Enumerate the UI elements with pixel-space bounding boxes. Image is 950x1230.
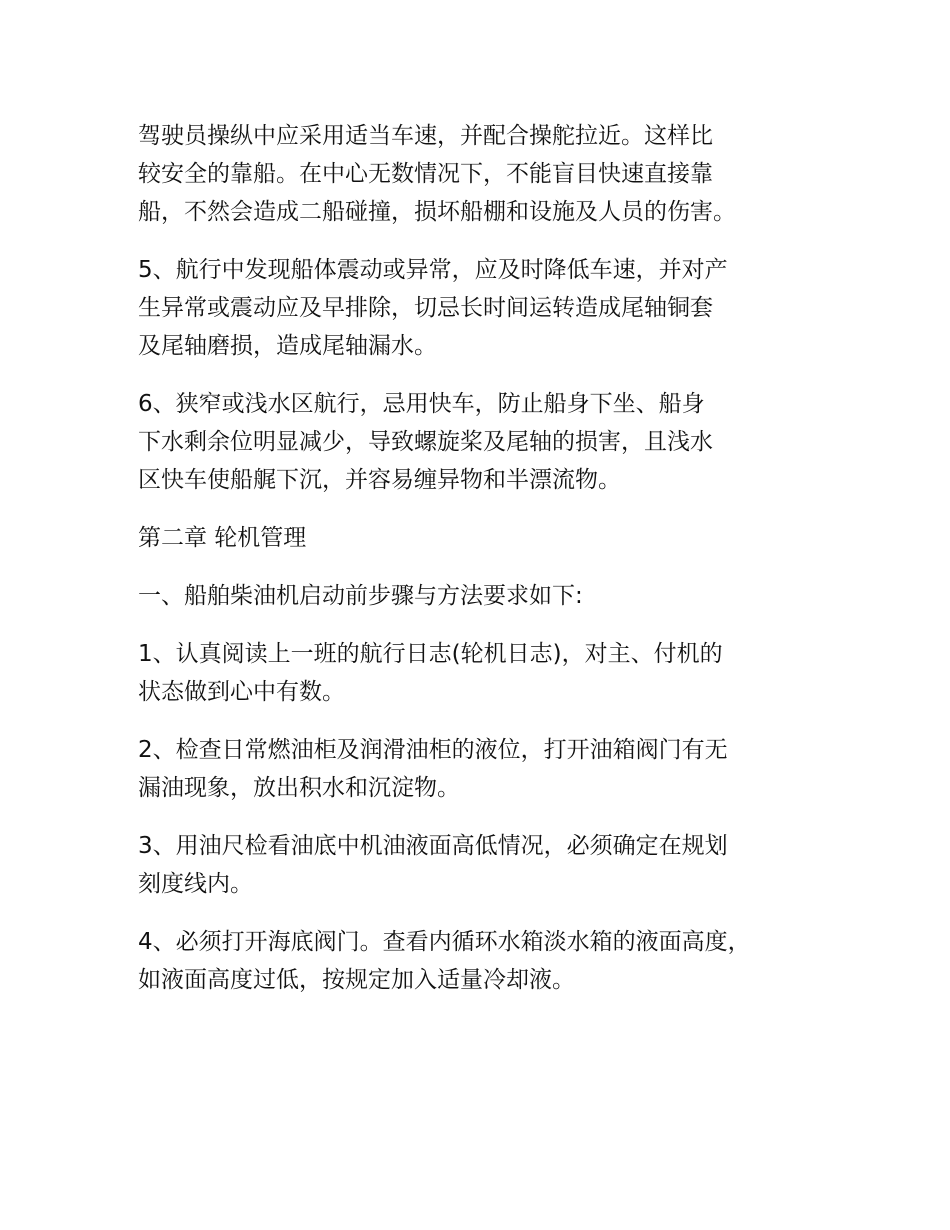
document-body [138, 117, 838, 999]
list-item-1 [138, 635, 838, 711]
text-line: 驾驶员操纵中应采用适当车速，并配合操舵拉近。这样比 [138, 123, 713, 149]
list-item-2 [138, 731, 838, 807]
text-line: 4、必须打开海底阀门。查看内循环水箱淡水箱的液面高度， [138, 929, 751, 955]
paragraph-intro [138, 117, 838, 231]
text-line: 下水剩余位明显减少，导致螺旋桨及尾轴的损害，且浅水 [138, 429, 713, 455]
text-line: 较安全的靠船。在中心无数情况下，不能盲目快速直接靠 [138, 161, 713, 187]
paragraph-item-5 [138, 251, 838, 365]
text-line: 如液面高度过低，按规定加入适量冷却液。 [138, 967, 575, 993]
text-line: 船，不然会造成二船碰撞，损坏船棚和设施及人员的伤害。 [138, 199, 736, 225]
paragraph-item-6 [138, 385, 838, 499]
text-line: 刻度线内。 [138, 871, 253, 897]
text-line: 2、检查日常燃油柜及润滑油柜的液位，打开油箱阀门有无 [138, 737, 728, 763]
text-line: 1、认真阅读上一班的航行日志(轮机日志)，对主、付机的 [138, 641, 723, 667]
text-line: 3、用油尺检看油底中机油液面高低情况，必须确定在规划 [138, 833, 728, 859]
chapter-heading [138, 519, 838, 557]
section-heading [138, 577, 838, 615]
text-line: 一、船舶柴油机启动前步骤与方法要求如下: [138, 583, 583, 609]
list-item-4 [138, 923, 838, 999]
text-line: 5、航行中发现船体震动或异常，应及时降低车速，并对产 [138, 257, 728, 283]
text-line: 区快车使船艉下沉，并容易缠异物和半漂流物。 [138, 467, 621, 493]
list-item-3 [138, 827, 838, 903]
text-line: 漏油现象，放出积水和沉淀物。 [138, 775, 460, 801]
text-line: 生异常或震动应及早排除，切忌长时间运转造成尾轴铜套 [138, 295, 713, 321]
text-line: 状态做到心中有数。 [138, 679, 345, 705]
text-line: 及尾轴磨损，造成尾轴漏水。 [138, 333, 437, 359]
text-line: 第二章 轮机管理 [138, 525, 307, 551]
text-line: 6、狭窄或浅水区航行，忌用快车，防止船身下坐、船身 [138, 391, 705, 417]
